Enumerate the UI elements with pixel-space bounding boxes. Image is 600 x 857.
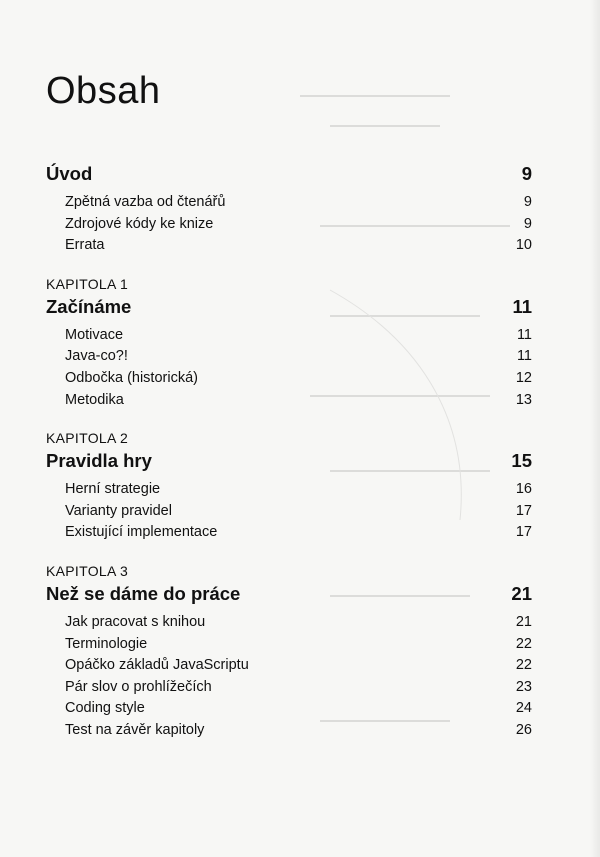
section-entry[interactable] xyxy=(46,346,532,368)
section-entry[interactable] xyxy=(46,390,532,412)
chapter-kicker: KAPITOLA 1 xyxy=(46,275,129,292)
section-title: Jak pracovat s knihou xyxy=(65,613,206,630)
section-page-number: 10 xyxy=(515,237,532,254)
chapter-page-number: 9 xyxy=(521,163,532,184)
section-entry[interactable] xyxy=(46,522,532,544)
section-page-number: 23 xyxy=(515,678,532,695)
section-entry[interactable] xyxy=(46,655,532,677)
table-of-contents xyxy=(46,160,532,742)
section-title: Varianty pravidel xyxy=(65,502,172,519)
section-page-number: 26 xyxy=(515,721,532,738)
section-title: Motivace xyxy=(65,326,124,343)
section-entry[interactable] xyxy=(46,634,532,656)
section-page-number: 22 xyxy=(515,635,532,652)
section-entry[interactable] xyxy=(46,501,532,523)
page-title: Obsah xyxy=(46,70,161,112)
chapter-title: Než se dáme do práce xyxy=(46,582,241,604)
chapter-1 xyxy=(46,275,532,411)
section-page-number: 17 xyxy=(515,524,532,541)
section-entry[interactable] xyxy=(46,368,532,390)
section-page-number: 16 xyxy=(515,481,532,498)
section-entry[interactable] xyxy=(46,677,532,699)
chapter-2 xyxy=(46,429,532,544)
section-page-number: 11 xyxy=(516,348,532,365)
chapter-title: Úvod xyxy=(46,163,93,184)
section-page-number: 17 xyxy=(515,502,532,519)
section-title: Test na závěr kapitoly xyxy=(65,721,205,738)
section-entry[interactable] xyxy=(46,325,532,347)
chapter-3 xyxy=(46,562,532,742)
section-title: Java-co?! xyxy=(65,348,128,365)
section-title: Zdrojové kódy ke knize xyxy=(65,215,214,232)
section-page-number: 21 xyxy=(515,613,532,630)
section-title: Existující implementace xyxy=(65,524,218,541)
chapter-page-number: 21 xyxy=(511,582,532,604)
section-page-number: 13 xyxy=(515,391,532,408)
chapter-page-number: 11 xyxy=(512,295,532,317)
section-title: Opáčko základů JavaScriptu xyxy=(65,657,249,674)
section-title: Herní strategie xyxy=(65,481,161,498)
section-entry[interactable] xyxy=(46,698,532,720)
chapter-heading[interactable] xyxy=(46,580,532,608)
section-entry[interactable] xyxy=(46,479,532,501)
section-entry[interactable] xyxy=(46,720,532,742)
section-title: Terminologie xyxy=(65,635,148,652)
section-entry[interactable] xyxy=(46,192,532,214)
section-title: Errata xyxy=(65,237,105,254)
chapter-heading[interactable] xyxy=(46,160,532,188)
chapter-kicker: KAPITOLA 2 xyxy=(46,430,129,447)
section-page-number: 22 xyxy=(515,657,532,674)
chapter-heading[interactable] xyxy=(46,447,532,475)
section-entry[interactable] xyxy=(46,214,532,236)
section-entry[interactable] xyxy=(46,612,532,634)
section-page-number: 12 xyxy=(515,369,532,386)
section-page-number: 24 xyxy=(515,700,532,717)
chapter-heading[interactable] xyxy=(46,293,532,321)
chapter-title: Začínáme xyxy=(46,295,132,317)
section-title: Coding style xyxy=(65,700,145,717)
section-title: Pár slov o prohlížečích xyxy=(65,678,212,695)
section-page-number: 9 xyxy=(523,215,532,232)
page-fold-shadow xyxy=(590,0,600,857)
section-title: Metodika xyxy=(65,391,124,408)
chapter-kicker: KAPITOLA 3 xyxy=(46,562,129,579)
chapter-page-number: 15 xyxy=(511,450,532,472)
section-page-number: 11 xyxy=(516,326,532,343)
section-page-number: 9 xyxy=(523,194,532,210)
section-title: Zpětná vazba od čtenářů xyxy=(65,194,226,210)
chapter-intro xyxy=(46,160,532,257)
section-title: Odbočka (historická) xyxy=(65,369,198,386)
section-entry[interactable] xyxy=(46,235,532,257)
chapter-title: Pravidla hry xyxy=(46,450,152,472)
